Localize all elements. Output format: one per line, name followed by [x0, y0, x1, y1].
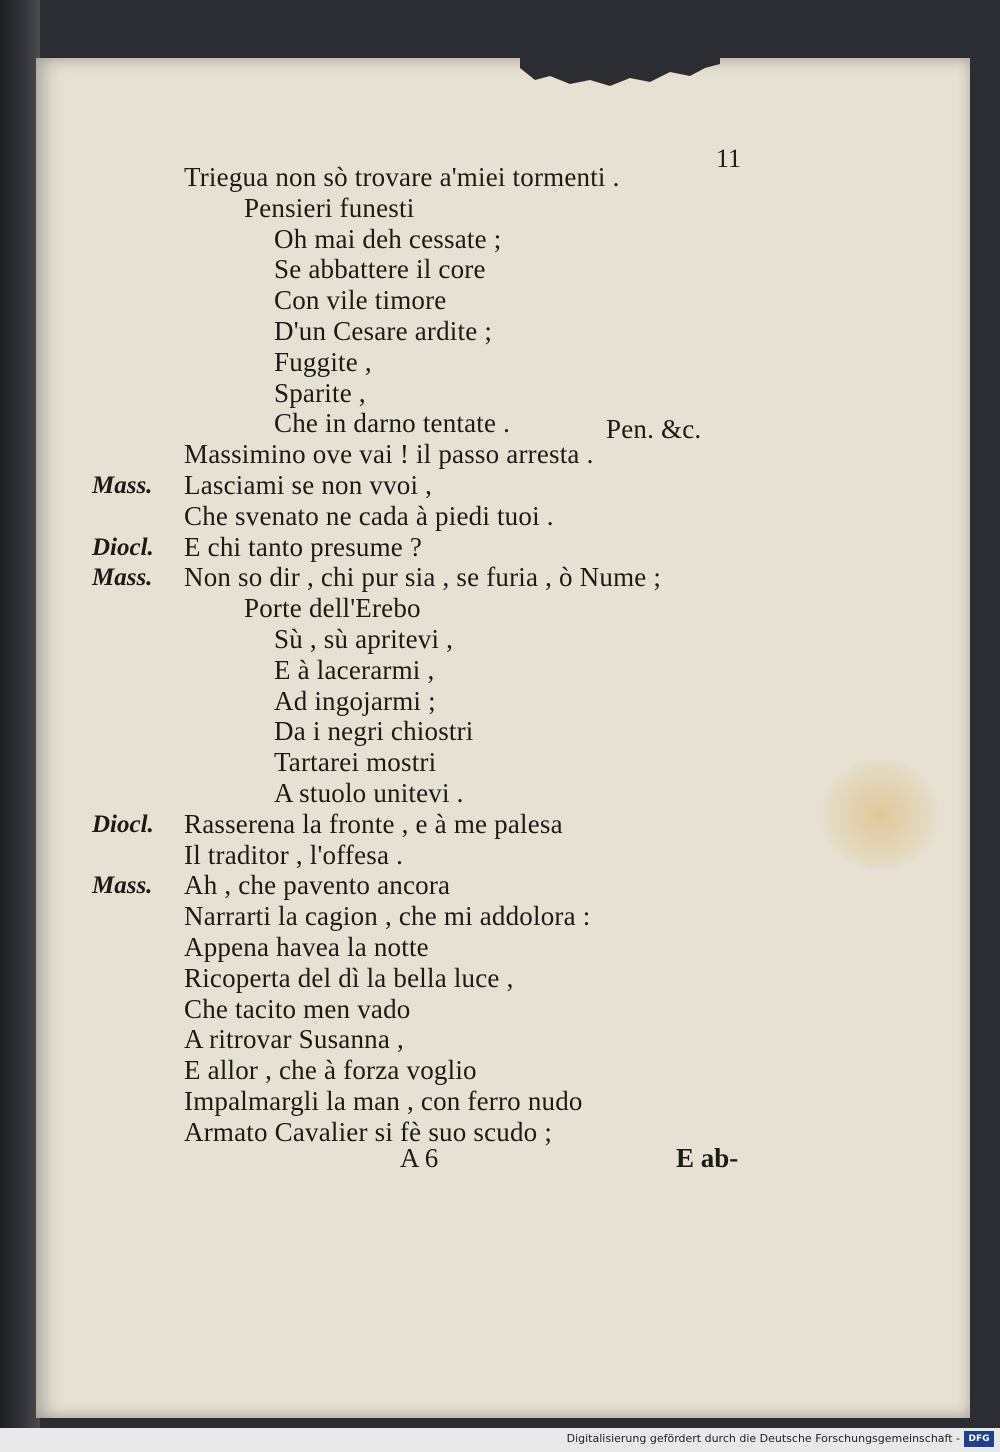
verse-line: Con vile timore	[274, 285, 447, 316]
verse-line: Non so dir , chi pur sia , se furia , ò Nume ;	[184, 562, 662, 593]
speaker-label: Mass.	[92, 872, 153, 900]
page-number: 11	[716, 144, 742, 173]
verse-line: A stuolo unitevi .	[274, 778, 464, 808]
speaker-label: Diocl.	[92, 810, 154, 838]
verse-line: Narrarti la cagion , che mi addolora :	[184, 901, 591, 932]
verse-line: A ritrovar Susanna ,	[184, 1024, 404, 1055]
verse-line: Massimino ove vai ! il passo arresta .	[184, 439, 594, 470]
side-note: Pen. &c.	[606, 414, 702, 444]
verse-line: E à lacerarmi ,	[274, 654, 435, 685]
verse-line: Ah , che pavento ancora	[184, 870, 451, 901]
verse-line: Appena havea la notte	[184, 932, 429, 962]
signature-mark: A 6	[400, 1143, 439, 1173]
verse-line: Che in darno tentate .	[274, 408, 511, 439]
verse-line: Impalmargli la man , con ferro nudo	[184, 1086, 583, 1116]
verse-line: Triegua non sò trovare a'miei tormenti .	[184, 162, 620, 192]
catchword: E ab-	[676, 1143, 739, 1173]
verse-line: Porte dell'Erebo	[244, 593, 421, 624]
verse-line: Ricoperta del dì la bella luce ,	[184, 962, 514, 993]
speaker-label: Diocl.	[92, 533, 154, 561]
speaker-label: Mass.	[92, 564, 153, 592]
verse-line: Se abbattere il core	[274, 254, 486, 285]
footer-credit: Digitalisierung gefördert durch die Deutsche Forschungsgemeinschaft -	[566, 1432, 960, 1445]
verse-line: Oh mai deh cessate ;	[274, 223, 502, 254]
verse-line: Sù , sù apritevi ,	[274, 624, 454, 654]
verse-line: E chi tanto presume ?	[184, 531, 423, 562]
verse-line: Sparite ,	[274, 377, 366, 408]
verse-line: Il traditor , l'offesa .	[184, 839, 404, 870]
dfg-logo: DFG	[964, 1431, 994, 1447]
verse-line: Pensieri funesti	[244, 192, 415, 223]
verse-line: Che svenato ne cada à piedi tuoi .	[184, 500, 554, 531]
speaker-label: Mass.	[92, 472, 153, 499]
verse-line: E allor , che à forza voglio	[184, 1055, 477, 1086]
verse-line: Tartarei mostri	[274, 747, 437, 778]
verse-line: Fuggite ,	[274, 346, 372, 377]
verse-line: Ad ingojarmi ;	[274, 685, 436, 716]
verse-line: Armato Cavalier si fè suo scudo ;	[184, 1116, 553, 1147]
verse-line: Lasciami se non vvoi ,	[184, 470, 433, 500]
verse-line: D'un Cesare ardite ;	[274, 316, 493, 346]
verse-line: Da i negri chiostri	[274, 716, 474, 747]
verse-line: Che tacito men vado	[184, 993, 411, 1024]
verse-line: Rasserena la fronte , e à me palesa	[184, 808, 563, 839]
